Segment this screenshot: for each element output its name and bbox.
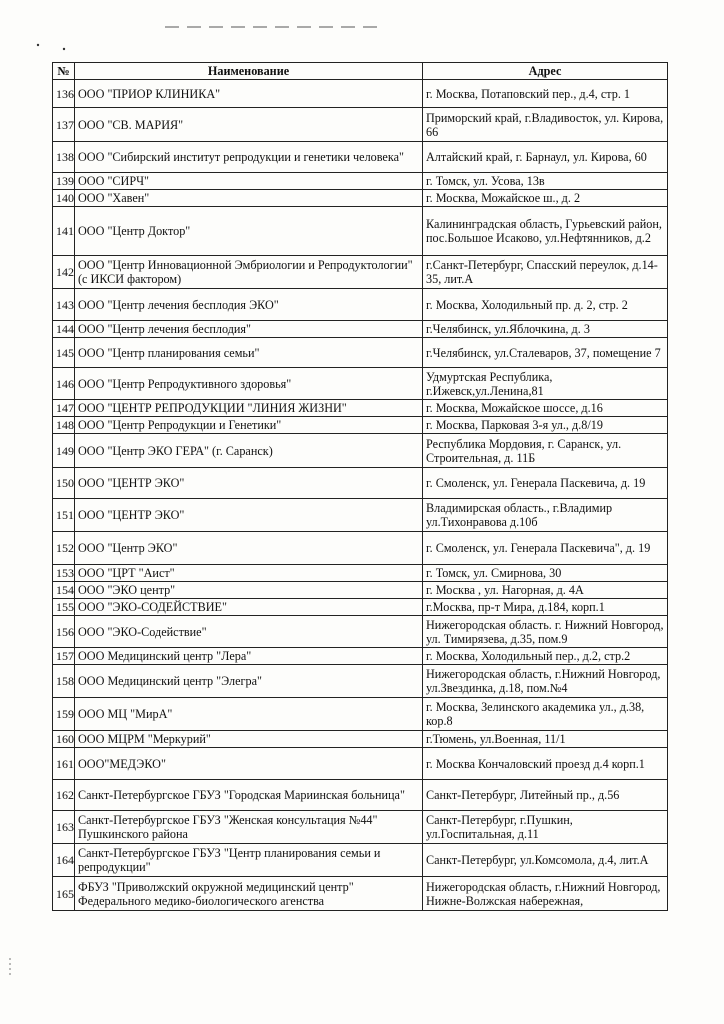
table-row <box>53 80 668 108</box>
row-name: ООО "Центр Репродуктивного здоровья" <box>75 368 423 400</box>
row-name: ООО "Центр лечения бесплодия ЭКО" <box>75 289 423 321</box>
table-row <box>53 532 668 565</box>
row-name: ООО Медицинский центр "Элегра" <box>75 665 423 698</box>
row-name: ООО "ЦЕНТР ЭКО" <box>75 468 423 499</box>
row-name: ООО "Сибирский институт репродукции и генетики человека" <box>75 142 423 173</box>
row-address: Санкт-Петербург, Литейный пр., д.56 <box>423 780 668 811</box>
row-number: 151 <box>53 499 75 532</box>
row-name: ООО "Центр Репродукции и Генетики" <box>75 417 423 434</box>
row-address: Нижегородская область, г.Нижний Новгород, Нижне-Волжская набережная, <box>423 877 668 911</box>
row-number: 152 <box>53 532 75 565</box>
table-row <box>53 582 668 599</box>
row-number: 159 <box>53 698 75 731</box>
row-number: 162 <box>53 780 75 811</box>
row-name: ООО "ЦРТ "Аист" <box>75 565 423 582</box>
row-address: г. Москва, Потаповский пер., д.4, стр. 1 <box>423 80 668 108</box>
row-number: 143 <box>53 289 75 321</box>
row-address: Нижегородская область, г.Нижний Новгород, ул.Звездинка, д.18, пом.№4 <box>423 665 668 698</box>
row-name: ООО "ЭКО-СОДЕЙСТВИЕ" <box>75 599 423 616</box>
row-number: 158 <box>53 665 75 698</box>
table-row <box>53 207 668 256</box>
row-number: 154 <box>53 582 75 599</box>
row-name: Санкт-Петербургское ГБУЗ "Женская консультация №44" Пушкинского района <box>75 811 423 844</box>
row-address: Нижегородская область. г. Нижний Новгород, ул. Тимирязева, д.35, пом.9 <box>423 616 668 648</box>
row-address: г. Томск, ул. Усова, 13в <box>423 173 668 190</box>
table-row <box>53 289 668 321</box>
table-row <box>53 877 668 911</box>
row-address: Санкт-Петербург, ул.Комсомола, д.4, лит.А <box>423 844 668 877</box>
row-address: Калининградская область, Гурьевский район, пос.Большое Исаково, ул.Нефтянников, д.2 <box>423 207 668 256</box>
row-address: г. Москва, Холодильный пр. д. 2, стр. 2 <box>423 289 668 321</box>
table-row <box>53 142 668 173</box>
row-address: г.Тюмень, ул.Военная, 11/1 <box>423 731 668 748</box>
table-row <box>53 108 668 142</box>
row-name: ООО"МЕДЭКО" <box>75 748 423 780</box>
table-body <box>53 80 668 911</box>
table-row <box>53 648 668 665</box>
row-address: г.Челябинск, ул.Сталеваров, 37, помещение 7 <box>423 338 668 368</box>
row-name: ООО "Центр лечения бесплодия" <box>75 321 423 338</box>
row-name: ООО "Центр Инновационной Эмбриологии и Репродуктологии" (с ИКСИ фактором) <box>75 256 423 289</box>
header-number: № <box>53 63 75 80</box>
row-address: г.Челябинск, ул.Яблочкина, д. 3 <box>423 321 668 338</box>
scan-dot <box>37 44 39 46</box>
row-number: 153 <box>53 565 75 582</box>
row-address: г.Москва, пр-т Мира, д.184, корп.1 <box>423 599 668 616</box>
row-number: 163 <box>53 811 75 844</box>
table-row <box>53 338 668 368</box>
row-number: 161 <box>53 748 75 780</box>
table-row <box>53 400 668 417</box>
row-address: г. Москва, Парковая 3-я ул., д.8/19 <box>423 417 668 434</box>
row-number: 164 <box>53 844 75 877</box>
row-name: ООО МЦ "МирА" <box>75 698 423 731</box>
table-row <box>53 417 668 434</box>
row-address: Санкт-Петербург, г.Пушкин, ул.Госпитальная, д.11 <box>423 811 668 844</box>
row-name: ООО "Центр ЭКО ГЕРА" (г. Саранск) <box>75 434 423 468</box>
table-row <box>53 190 668 207</box>
row-address: Алтайский край, г. Барнаул, ул. Кирова, 60 <box>423 142 668 173</box>
row-address: Республика Мордовия, г. Саранск, ул. Строительная, д. 11Б <box>423 434 668 468</box>
row-address: Владимирская область., г.Владимир ул.Тихонравова д.10б <box>423 499 668 532</box>
header-address: Адрес <box>423 63 668 80</box>
table-row <box>53 173 668 190</box>
table-row <box>53 780 668 811</box>
row-number: 156 <box>53 616 75 648</box>
row-address: г. Смоленск, ул. Генерала Паскевича, д. 19 <box>423 468 668 499</box>
row-address: г. Смоленск, ул. Генерала Паскевича", д. 19 <box>423 532 668 565</box>
table-row <box>53 844 668 877</box>
row-number: 138 <box>53 142 75 173</box>
row-number: 145 <box>53 338 75 368</box>
scan-dot <box>63 48 65 50</box>
table-row <box>53 434 668 468</box>
row-name: Санкт-Петербургское ГБУЗ "Городская Мариинская больница" <box>75 780 423 811</box>
header-name: Наименование <box>75 63 423 80</box>
row-number: 149 <box>53 434 75 468</box>
row-name: ООО "ЭКО-Содействие" <box>75 616 423 648</box>
row-number: 157 <box>53 648 75 665</box>
row-name: ООО "ЦЕНТР РЕПРОДУКЦИИ "ЛИНИЯ ЖИЗНИ" <box>75 400 423 417</box>
row-name: ООО "Центр Доктор" <box>75 207 423 256</box>
table-row <box>53 748 668 780</box>
table-row <box>53 256 668 289</box>
row-name: ООО "СИРЧ" <box>75 173 423 190</box>
row-number: 136 <box>53 80 75 108</box>
table-row <box>53 665 668 698</box>
table-row <box>53 698 668 731</box>
row-address: Приморский край, г.Владивосток, ул. Кирова, 66 <box>423 108 668 142</box>
row-name: ООО Медицинский центр "Лера" <box>75 648 423 665</box>
row-number: 144 <box>53 321 75 338</box>
row-address: г. Томск, ул. Смирнова, 30 <box>423 565 668 582</box>
row-number: 140 <box>53 190 75 207</box>
row-name: ООО "ПРИОР КЛИНИКА" <box>75 80 423 108</box>
table-row <box>53 321 668 338</box>
row-number: 139 <box>53 173 75 190</box>
row-number: 141 <box>53 207 75 256</box>
row-number: 148 <box>53 417 75 434</box>
row-number: 142 <box>53 256 75 289</box>
row-number: 160 <box>53 731 75 748</box>
table-row <box>53 616 668 648</box>
row-address: г. Москва, Холодильный пер., д.2, стр.2 <box>423 648 668 665</box>
table-row <box>53 565 668 582</box>
table-row <box>53 468 668 499</box>
row-number: 150 <box>53 468 75 499</box>
table-row <box>53 731 668 748</box>
row-address: г. Москва, Можайское шоссе, д.16 <box>423 400 668 417</box>
row-name: ООО "ЦЕНТР ЭКО" <box>75 499 423 532</box>
row-address: г. Москва , ул. Нагорная, д. 4А <box>423 582 668 599</box>
row-number: 155 <box>53 599 75 616</box>
table-row <box>53 811 668 844</box>
table-header-row <box>53 63 668 80</box>
row-name: ООО "Центр планирования семьи" <box>75 338 423 368</box>
row-number: 147 <box>53 400 75 417</box>
row-name: ООО "Хавен" <box>75 190 423 207</box>
row-name: ООО "СВ. МАРИЯ" <box>75 108 423 142</box>
row-address: Удмуртская Республика, г.Ижевск,ул.Ленина,81 <box>423 368 668 400</box>
row-address: г. Москва, Зелинского академика ул., д.38, кор.8 <box>423 698 668 731</box>
table-row <box>53 499 668 532</box>
row-name: ООО "Центр ЭКО" <box>75 532 423 565</box>
clinics-table <box>52 62 668 911</box>
row-number: 146 <box>53 368 75 400</box>
row-name: ООО "ЭКО центр" <box>75 582 423 599</box>
row-address: г.Санкт-Петербург, Спасский переулок, д.14-35, лит.А <box>423 256 668 289</box>
row-name: Санкт-Петербургское ГБУЗ "Центр планирования семьи и репродукции" <box>75 844 423 877</box>
table-row <box>53 368 668 400</box>
table-row <box>53 599 668 616</box>
row-address: г. Москва, Можайское ш., д. 2 <box>423 190 668 207</box>
row-name: ФБУЗ "Приволжский окружной медицинский центр" Федерального медико-биологического агенства <box>75 877 423 911</box>
row-name: ООО МЦРМ "Меркурий" <box>75 731 423 748</box>
row-number: 165 <box>53 877 75 911</box>
row-number: 137 <box>53 108 75 142</box>
row-address: г. Москва Кончаловский проезд д.4 корп.1 <box>423 748 668 780</box>
